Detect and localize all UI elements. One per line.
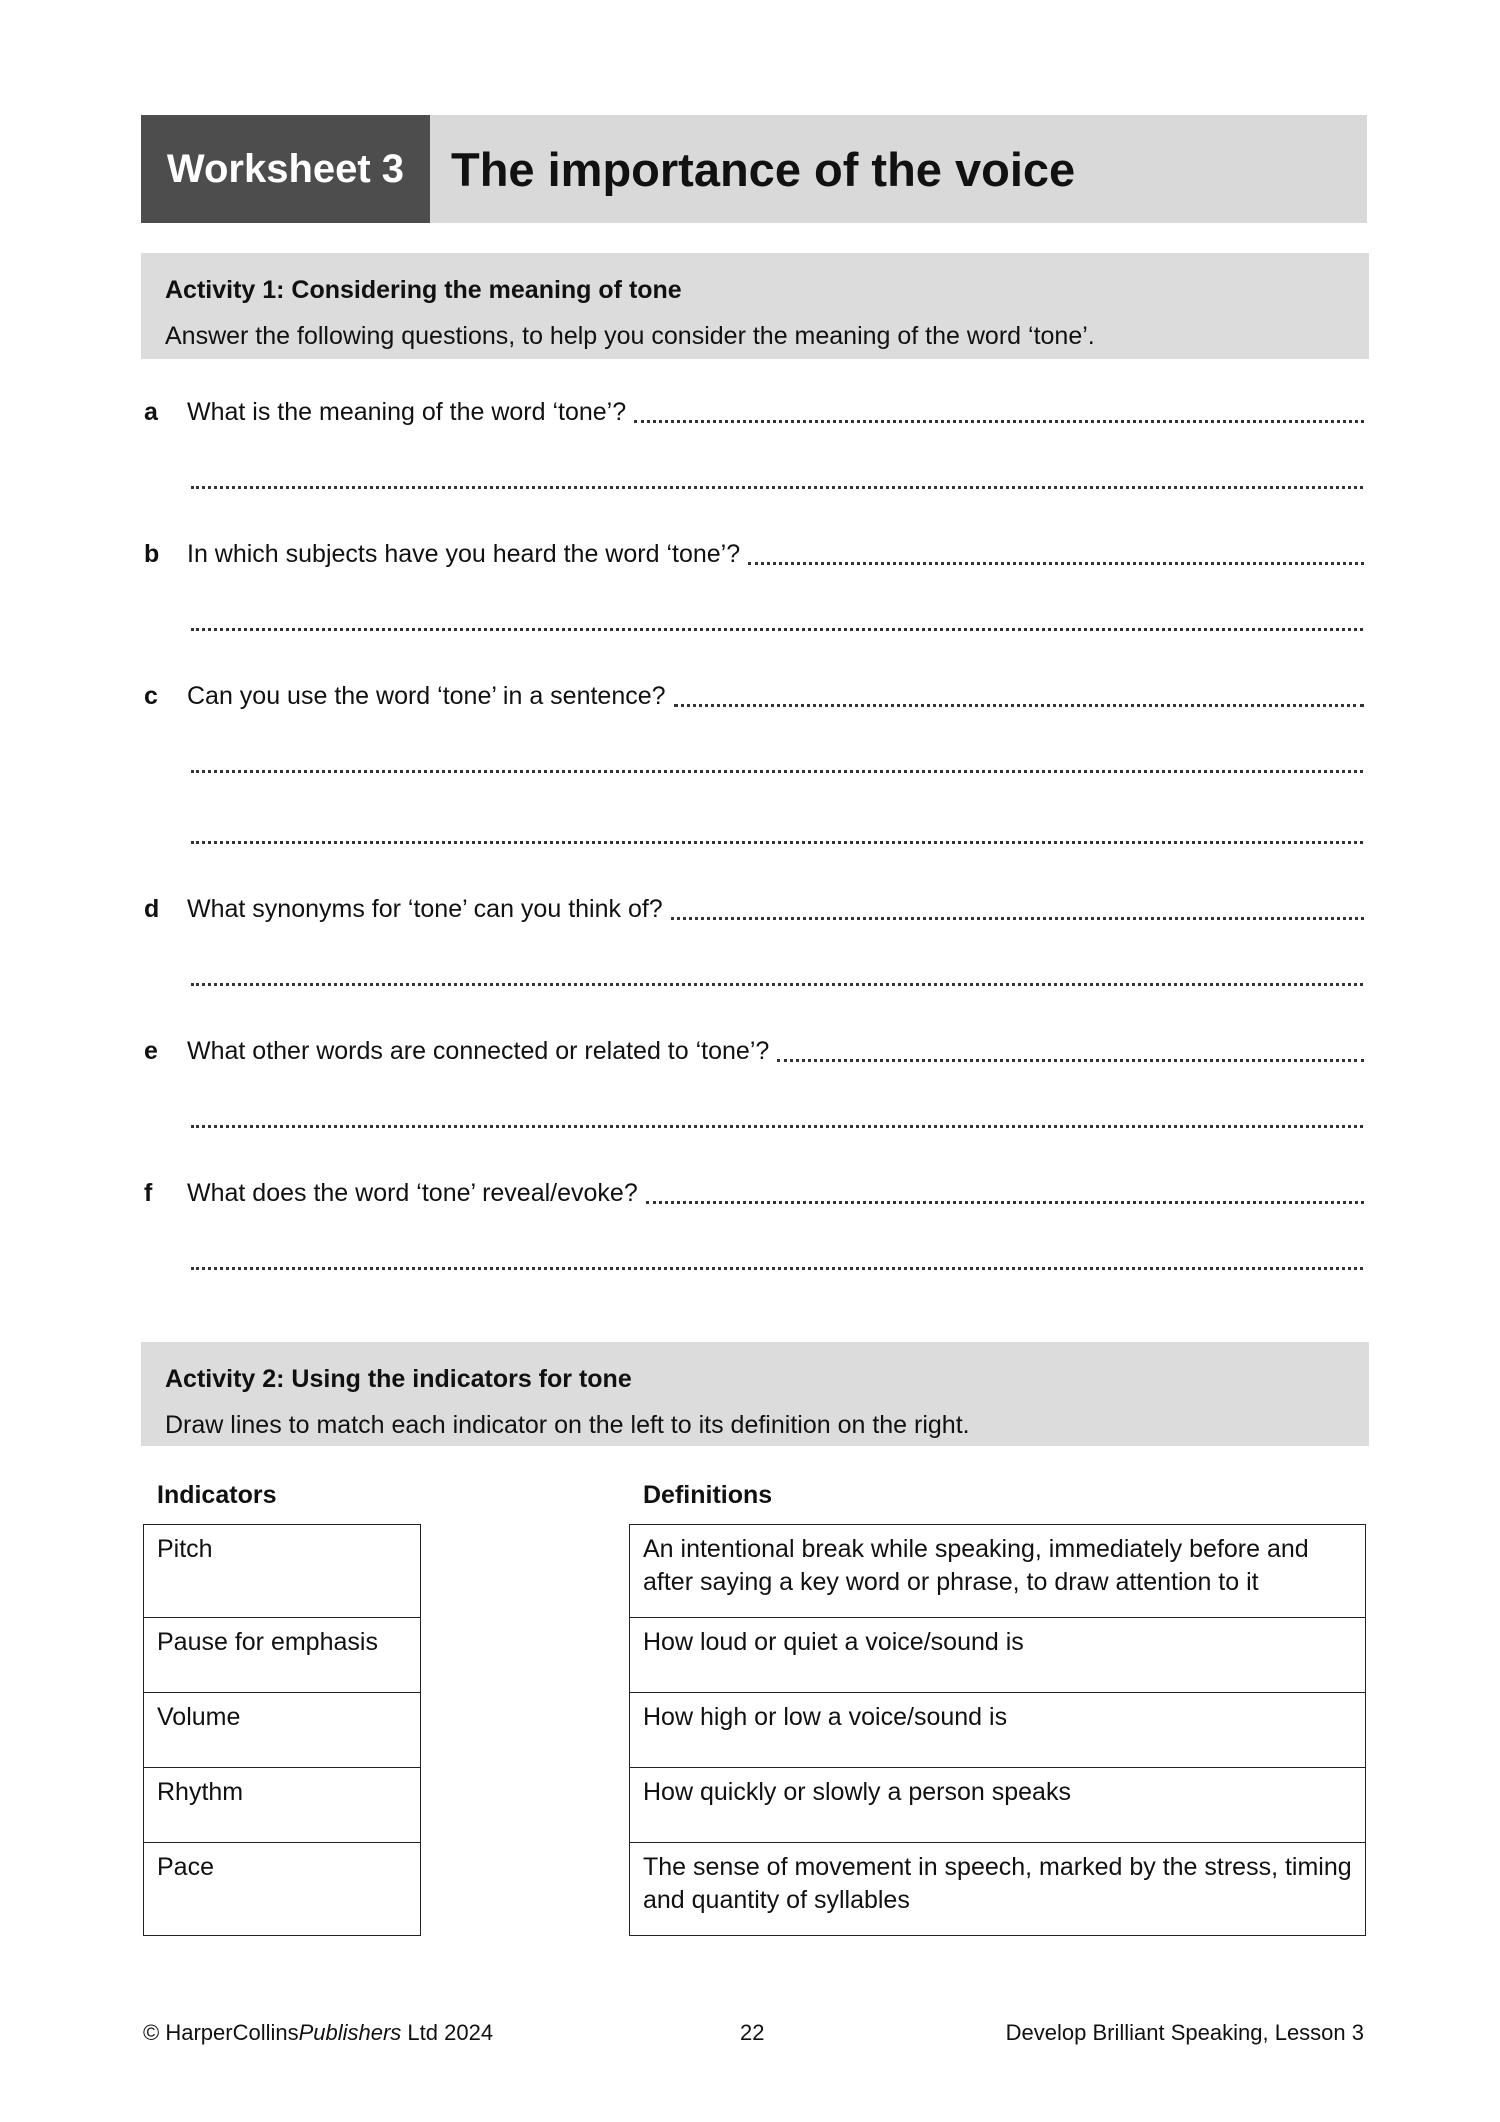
activity-2-instruction: Draw lines to match each indicator on the left to its definition on the right. (165, 1411, 970, 1439)
definition-cell[interactable]: The sense of movement in speech, marked by the stress, timing and quantity of syllables (630, 1843, 1366, 1936)
indicator-cell[interactable]: Pace (144, 1843, 421, 1936)
answer-line[interactable] (674, 703, 1364, 707)
definition-cell[interactable]: How high or low a voice/sound is (630, 1693, 1366, 1768)
table-row (630, 1525, 1366, 1618)
activity-2-title: Activity 2: Using the indicators for tone (165, 1365, 632, 1393)
answer-line[interactable] (191, 628, 1363, 631)
answer-line[interactable] (191, 841, 1363, 844)
answer-line[interactable] (634, 419, 1364, 423)
question-d (144, 890, 1364, 930)
worksheet-title-bar (141, 115, 1367, 223)
table-row (630, 1768, 1366, 1843)
indicator-cell[interactable]: Pitch (144, 1525, 421, 1618)
table-row (630, 1618, 1366, 1693)
worksheet-label: Worksheet 3 (141, 115, 430, 223)
footer-copyright (143, 2020, 493, 2046)
answer-line[interactable] (191, 983, 1363, 986)
answer-line[interactable] (191, 1267, 1363, 1270)
answer-line[interactable] (671, 916, 1364, 920)
activity-1-title: Activity 1: Considering the meaning of tone (165, 276, 682, 304)
table-row (630, 1693, 1366, 1768)
answer-line[interactable] (646, 1200, 1364, 1204)
question-letter: c (144, 682, 158, 710)
definition-cell[interactable]: How loud or quiet a voice/sound is (630, 1618, 1366, 1693)
question-e (144, 1032, 1364, 1072)
question-a (144, 393, 1364, 433)
activity-2-box (141, 1342, 1369, 1446)
indicator-cell[interactable]: Volume (144, 1693, 421, 1768)
answer-line[interactable] (191, 1125, 1363, 1128)
question-letter: f (144, 1179, 153, 1207)
definition-cell[interactable]: How quickly or slowly a person speaks (630, 1768, 1366, 1843)
answer-line[interactable] (748, 561, 1364, 565)
question-c (144, 677, 1364, 717)
table-row (144, 1843, 421, 1936)
question-text: What does the word ‘tone’ reveal/evoke? (187, 1179, 638, 1207)
question-text: In which subjects have you heard the word ‘tone’? (187, 540, 741, 568)
copyright-italic: Publishers (298, 2020, 402, 2045)
answer-line[interactable] (191, 486, 1363, 489)
footer-series: Develop Brilliant Speaking, Lesson 3 (1005, 2020, 1364, 2045)
question-f (144, 1174, 1364, 1214)
page-number: 22 (740, 2020, 765, 2045)
question-text: Can you use the word ‘tone’ in a sentence? (187, 682, 666, 710)
question-letter: e (144, 1037, 158, 1065)
definition-cell[interactable]: An intentional break while speaking, immediately before and after saying a key word or phrase, to draw attention to it (630, 1525, 1366, 1618)
indicator-cell[interactable]: Rhythm (144, 1768, 421, 1843)
question-letter: a (144, 398, 158, 426)
table-row (630, 1843, 1366, 1936)
definitions-heading: Definitions (643, 1481, 773, 1509)
activity-1-instruction: Answer the following questions, to help you consider the meaning of the word ‘tone’. (165, 322, 1095, 350)
question-text: What synonyms for ‘tone’ can you think of? (187, 895, 663, 923)
table-row (144, 1768, 421, 1843)
question-text: What other words are connected or related to ‘tone’? (187, 1037, 770, 1065)
question-letter: b (144, 540, 160, 568)
question-letter: d (144, 895, 160, 923)
table-row (144, 1618, 421, 1693)
copyright-prefix: © HarperCollins (143, 2020, 299, 2045)
answer-line[interactable] (191, 770, 1363, 773)
answer-line[interactable] (777, 1058, 1364, 1062)
question-b (144, 535, 1364, 575)
table-row (144, 1525, 421, 1618)
definitions-table (629, 1524, 1366, 1936)
indicators-table (143, 1524, 421, 1936)
indicator-cell[interactable]: Pause for emphasis (144, 1618, 421, 1693)
activity-1-box (141, 253, 1369, 359)
indicators-heading: Indicators (157, 1481, 277, 1509)
page-title: The importance of the voice (451, 142, 1076, 196)
table-row (144, 1693, 421, 1768)
copyright-suffix: Ltd 2024 (401, 2020, 494, 2045)
question-text: What is the meaning of the word ‘tone’? (187, 398, 627, 426)
